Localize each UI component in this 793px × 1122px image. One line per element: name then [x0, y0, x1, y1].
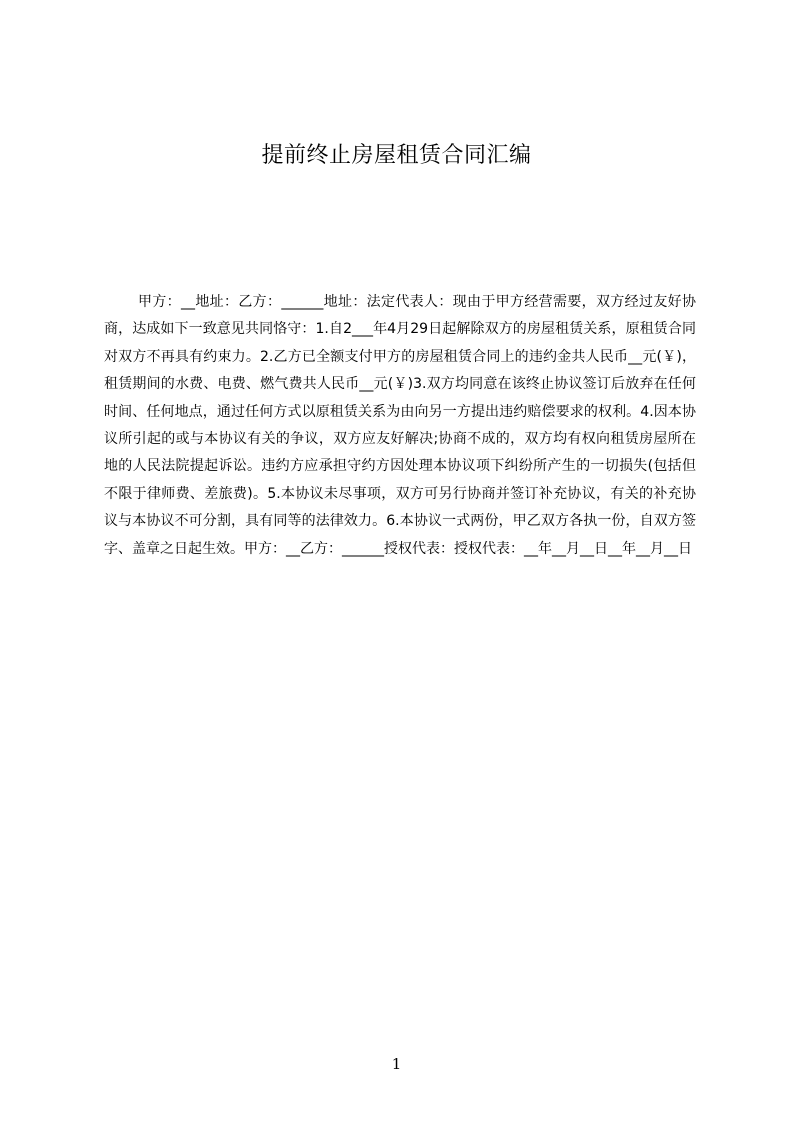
page-number: 1 [391, 1055, 402, 1073]
document-title: 提前终止房屋租赁合同汇编 [261, 143, 532, 168]
document-body-paragraph: 甲方：__地址：乙方：______地址：法定代表人：现由于甲方经营需要，双方经过友好协商，达成如下一致意见共同恪守：1.自2___年4月29日起解除双方的房屋租赁关系，原租赁合同对双方不再具有约束力。2.乙方已全额支付甲方的房屋租赁合同上的违约金共人民币__元(￥)，租赁期间的水费、电费、燃气费共人民币__元(￥)3.双方均同意在该终止协议签订后放弃在任何时间、任何地点，通过任何方式以原租赁关系为由向另一方提出违约赔偿要求的权利。4.因本协议所引起的或与本协议有关的争议，双方应友好解决;协商不成的，双方均有权向租赁房屋所在地的人民法院提起诉讼。违约方应承担守约方因处理本协议项下纠纷所产生的一切损失(包括但不限于律师费、差旅费)。5.本协议未尽事项，双方可另行协商并签订补充协议，有关的补充协议与本协议不可分割，具有同等的法律效力。6.本协议一式两份，甲乙双方各执一份，自双方签字、盖章之日起生效。甲方：__乙方：______授权代表：授权代表：__年__月__日__年__月__日 [104, 294, 696, 557]
